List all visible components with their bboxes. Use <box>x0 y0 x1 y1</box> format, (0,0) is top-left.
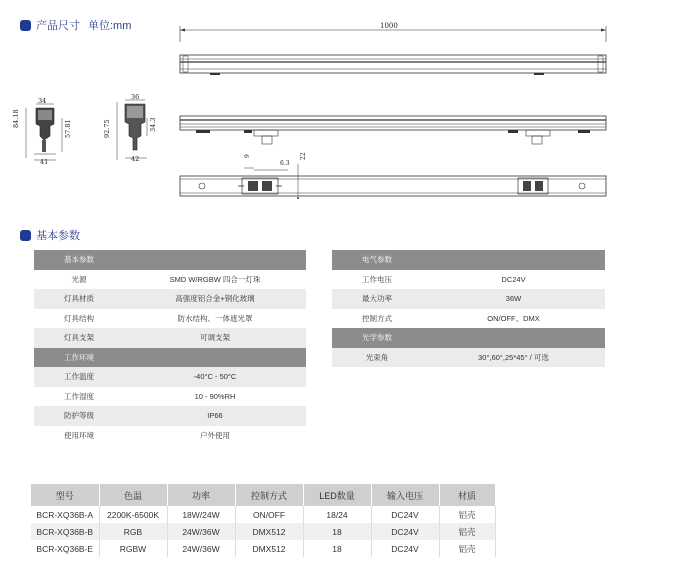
unit-label: 单位:mm <box>88 20 132 32</box>
end-view-drawing <box>103 92 163 168</box>
table-header: 电气参数 <box>332 250 605 270</box>
table-row: 灯具结构 防水结构、一体遮光罩 <box>64 313 253 323</box>
table-row: 控制方式 ON/OFF、DMX <box>362 313 540 323</box>
table-row: 工作温度 -40°C - 50°C <box>34 367 306 387</box>
table-row: 光源 SMD W/RGBW 四合一灯珠 <box>71 274 261 284</box>
side-profile-drawing <box>14 96 74 168</box>
bullet-icon <box>20 20 31 31</box>
bracket-dim-b: 6.3 <box>280 160 290 167</box>
table-header: 基本参数 <box>34 250 306 270</box>
models-table <box>31 484 496 557</box>
models-header-row: 型号 色温 功率 控制方式 LED数量 输入电压 材质 <box>31 484 495 506</box>
table-header: 光学参数 <box>332 328 605 348</box>
top-view-drawing <box>178 22 608 78</box>
bottom-view-drawing <box>178 152 608 206</box>
table-row: 工作湿度 10 - 90%RH <box>64 391 236 401</box>
bracket-dim-a: 9 <box>244 154 251 158</box>
table-row: 灯具支架 可调支架 <box>34 328 306 348</box>
front-view-drawing <box>178 110 608 150</box>
section-title-text: 基本参数 <box>36 230 80 242</box>
table-row: 工作电压 DC24V <box>362 274 526 284</box>
table-row: BCR-XQ36B-A 2200K-6500K 18W/24W ON/OFF 18/24 DC24V 铝壳 <box>31 506 495 523</box>
side-height: 84.18 <box>12 109 20 128</box>
table-row: 防护等级 IP66 <box>34 406 306 426</box>
table-row: 最大功率 36W <box>332 289 605 309</box>
table-row: 灯具材质 高强度铝合金+钢化玻璃 <box>34 289 306 309</box>
section-title-text: 产品尺寸 <box>36 20 80 32</box>
side-inner: 57.81 <box>64 119 72 138</box>
bullet-icon <box>20 230 31 241</box>
end-height: 92.75 <box>103 119 111 138</box>
table-header: 工作环境 <box>34 348 306 368</box>
bracket-dim-c: 22 <box>300 152 307 160</box>
end-mid: 34.3 <box>149 117 157 132</box>
side-width-bottom: 41 <box>40 158 49 166</box>
end-width-bottom: 42 <box>131 155 140 163</box>
basic-params-table <box>34 250 306 445</box>
table-row: BCR-XQ36B-B RGB 24W/36W DMX512 18 DC24V 铝壳 <box>31 523 495 540</box>
table-row: 使用环境 户外使用 <box>64 430 230 440</box>
table-row: 光束角 30°,60°,25*45° / 可选 <box>332 348 605 368</box>
section-title-dimensions <box>20 17 131 33</box>
side-width-top: 34 <box>38 97 47 105</box>
table-row: BCR-XQ36B-E RGBW 24W/36W DMX512 18 DC24V 铝壳 <box>31 540 495 557</box>
electrical-params-table <box>332 250 605 367</box>
length-dimension: 1000 <box>380 22 398 30</box>
section-title-params <box>20 227 80 243</box>
end-width-top: 36 <box>131 93 140 101</box>
